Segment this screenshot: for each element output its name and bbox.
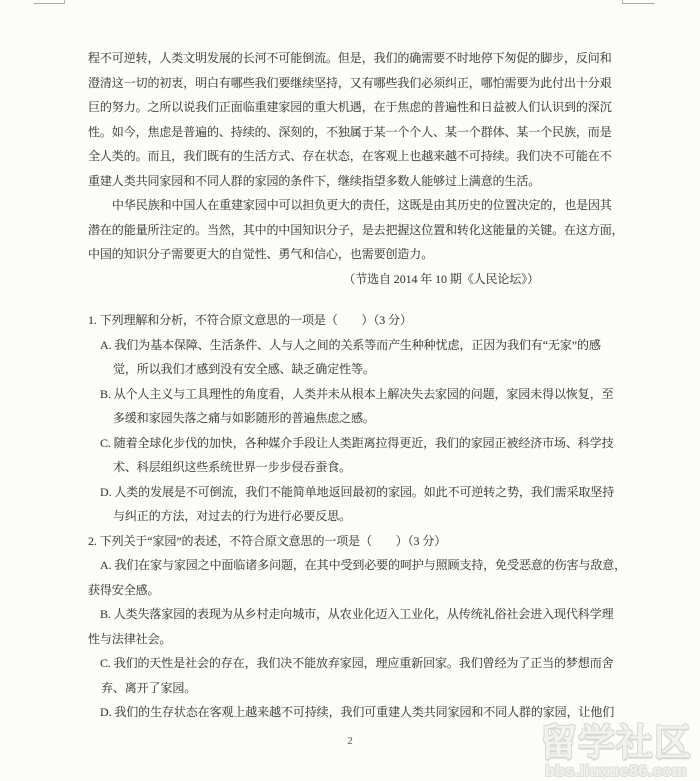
question-2-option-a: A. 我们在家与家园之中面临诸多问题，在其中受到必要的呵护与照顾支持，免受恶意的伤害与敌意， bbox=[100, 558, 627, 572]
passage-line: 澄清这一切的初衷，明白有哪些我们要继续坚持，又有哪些我们必须纠正，哪怕需要为此付出十分艰 bbox=[88, 75, 612, 90]
passage-line: 中国的知识分子需要更大的自觉性、勇气和信心，也需要创造力。 bbox=[88, 247, 434, 261]
question-2-option-d: D. 我们的生存状态在客观上越来越不可持续，我们可重建人类共同家园和不同人群的家园，让他们 bbox=[100, 705, 615, 719]
passage-line: 全人类的。而且，我们既有的生活方式、存在状态，在客观上也越来越不可持续。我们决不可能在不 bbox=[88, 149, 612, 163]
passage-line: 中华民族和中国人在重建家园中可以担负更大的责任，这既是由其历史的位置决定的，也是因其 bbox=[112, 198, 612, 212]
passage-paragraph-2 bbox=[88, 193, 624, 267]
watermark-title: 留学社区 bbox=[540, 722, 692, 763]
scan-artifact-right bbox=[622, 0, 655, 4]
question-2-option-a-cont: 获得安全感。 bbox=[88, 582, 160, 597]
question-1-option-a: A. 我们为基本保障、生活条件、人与人之间的关系等而产生种种忧虑，正因为我们有“无家”的感 bbox=[100, 337, 601, 352]
passage-line: 性。如今，焦虑是普遍的、持续的、深刻的，不独属于某一个个人、某一个群体、某一个民族，而是 bbox=[88, 124, 612, 139]
question-2-option-b: B. 人类失落家园的表现为从乡村走向城市，从农业化迈入工业化，从传统礼俗社会进入现代科学理 bbox=[100, 607, 614, 621]
question-1-option-a-cont: 觉，所以我们才感到没有安全感、缺乏确定性等。 bbox=[113, 362, 375, 376]
page-content bbox=[88, 46, 627, 725]
question-1-option-b: B. 从个人主义与工具理性的角度看，人类并未从根本上解决失去家园的问题，家园未得以恢复，至 bbox=[100, 386, 614, 401]
question-1-option-b-cont: 多缓和家园失落之痛与如影随形的普遍焦虑之感。 bbox=[113, 411, 375, 425]
question-1-option-d-cont: 与纠正的方法，对过去的行为进行必要反思。 bbox=[113, 509, 352, 523]
question-1 bbox=[88, 308, 615, 529]
passage-paragraph-1 bbox=[88, 46, 615, 193]
question-2-option-b-cont: 性与法律社会。 bbox=[88, 631, 172, 646]
passage-line: 程不可逆转，人类文明发展的长河不可能倒流。但是，我们的确需要不时地停下匆促的脚步，反问和 bbox=[88, 51, 612, 65]
watermark-url: bbs.liuxue86.com bbox=[544, 763, 688, 780]
question-1-option-c-cont: 术、科层组织这些系统世界一步步侵吞蚕食。 bbox=[113, 460, 352, 474]
question-2 bbox=[88, 529, 627, 725]
scan-artifact-left bbox=[34, 0, 65, 4]
passage-attribution: （节选自 2014 年 10 期《人民论坛》） bbox=[343, 271, 539, 286]
passage-line: 重建人类共同家园和不同人群的家园的条件下，继续指望多数人能够过上满意的生活。 bbox=[88, 173, 541, 188]
question-1-option-d: D. 人类的发展是不可倒流，我们不能简单地返回最初的家园。如此不可逆转之势，我们需采取坚持 bbox=[100, 484, 615, 499]
question-2-option-c-cont: 弃、离开了家园。 bbox=[101, 680, 197, 695]
question-2-option-c: C. 我们的天性是社会的存在，我们决不能放弃家园，理应重新回家。我们曾经为了正当的梦想而舍 bbox=[100, 656, 614, 670]
passage-line: 潜在的能量所注定的。当然，其中的中国知识分子，是去把握这位置和转化这能量的关键。在这方面， bbox=[88, 222, 624, 237]
question-2-stem: 2. 下列关于“家园”的表述，不符合原文意思的一项是（ ）（3 分） bbox=[88, 533, 447, 548]
page-number: 2 bbox=[347, 735, 353, 747]
passage-line: 巨的努力。之所以说我们正面临重建家园的重大机遇，在于焦虑的普遍性和日益被人们认识到的深沉 bbox=[88, 100, 612, 114]
watermark bbox=[535, 723, 697, 781]
question-1-option-c: C. 随着全球化步伐的加快，各种媒介手段让人类距离拉得更近，我们的家园正被经济市场、科学技 bbox=[100, 435, 614, 450]
question-1-stem: 1. 下列理解和分析，不符合原文意思的一项是（ ）（3 分） bbox=[88, 313, 412, 327]
